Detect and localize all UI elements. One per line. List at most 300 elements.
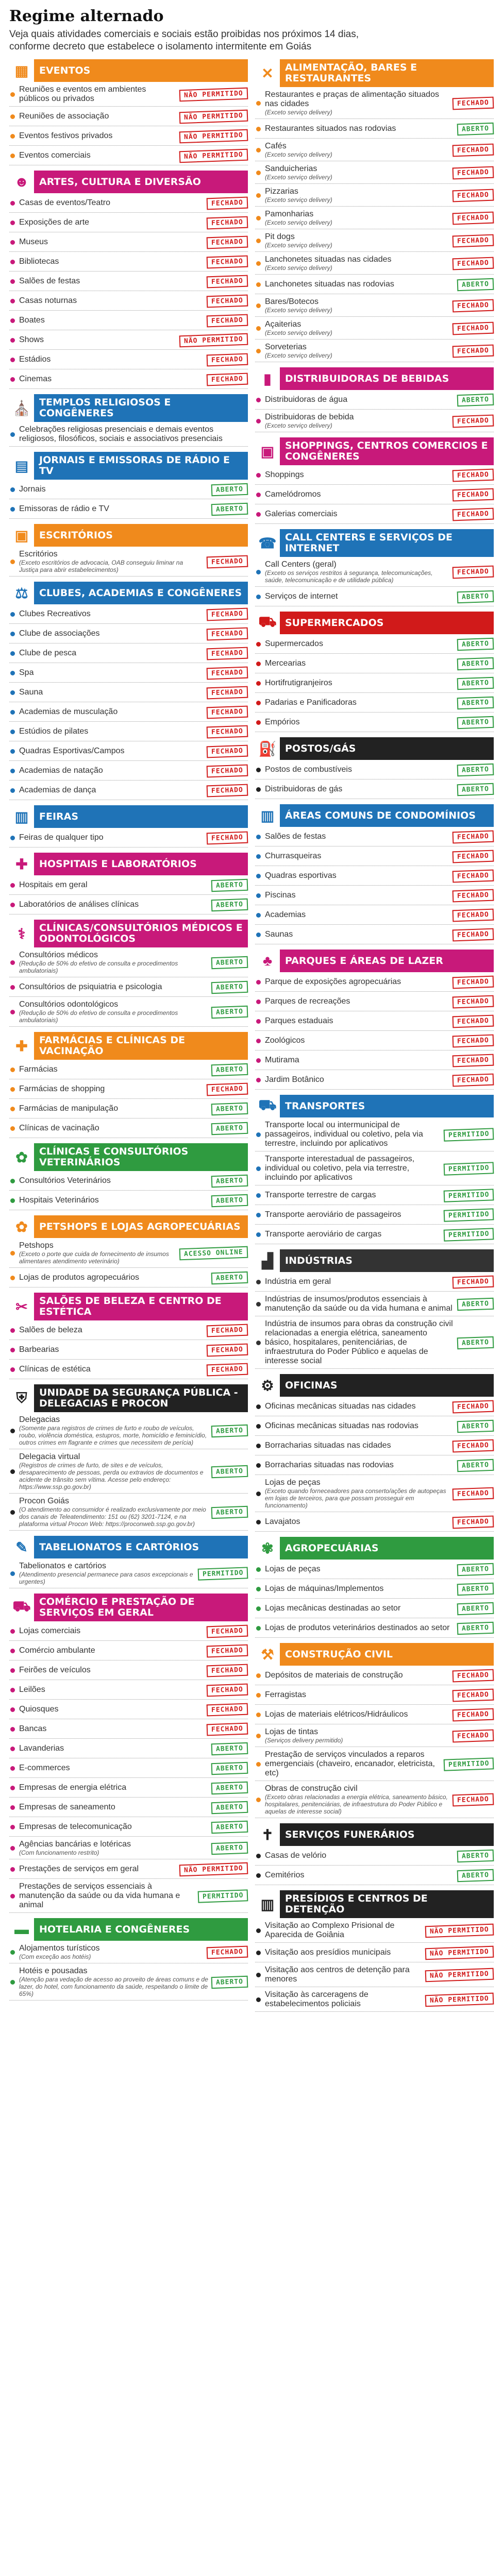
status-stamp: FECHADO	[452, 1439, 494, 1452]
status-stamp: ABERTO	[211, 1801, 248, 1814]
status-stamp: FECHADO	[207, 1343, 248, 1357]
item-label	[265, 1075, 452, 1084]
list-item	[255, 1666, 494, 1685]
item-name: Cinemas	[19, 375, 52, 383]
item-name: E-commerces	[19, 1764, 70, 1772]
item-name: Clínicas de estética	[19, 1365, 91, 1374]
status-stamp: FECHADO	[452, 96, 494, 110]
section-header	[255, 1095, 494, 1117]
item-name: Sorveterias	[265, 343, 307, 351]
section-header	[9, 1918, 248, 1941]
status-stamp: PERMITIDO	[443, 1128, 494, 1141]
item-label	[265, 232, 452, 249]
status-stamp: PERMITIDO	[443, 1189, 494, 1202]
item-name: Restaurantes e praças de alimentação situados nas cidades	[265, 90, 439, 108]
cart-icon: ⛟	[258, 614, 277, 630]
item-label	[265, 698, 457, 707]
status-stamp: FECHADO	[452, 1034, 494, 1047]
item-name: Lojas de máquinas/Implementos	[265, 1584, 384, 1593]
item-name: Restaurantes situados nas rodovias	[265, 124, 396, 133]
basket-icon: ▥	[14, 808, 29, 825]
list-item	[255, 905, 494, 925]
item-name: Cafés	[265, 142, 287, 150]
bullet-icon	[10, 1825, 15, 1829]
status-stamp: ABERTO	[457, 1563, 494, 1575]
status-stamp: FECHADO	[207, 666, 248, 680]
bullet-icon	[10, 1649, 15, 1653]
list-item	[9, 1963, 248, 2001]
section-title: HOTELARIA E CONGÊNERES	[34, 1918, 248, 1941]
list-item	[255, 1117, 494, 1151]
item-name: Transporte terrestre de cargas	[265, 1191, 376, 1199]
item-name: Estúdios de pilates	[19, 727, 89, 736]
scissors-icon: ✂	[15, 1298, 28, 1315]
item-label	[19, 766, 207, 775]
section-title: SUPERMERCADOS	[280, 612, 494, 634]
list-item	[255, 634, 494, 654]
item-name: Distribuidoras de bebida	[265, 413, 354, 421]
bullet-icon	[10, 1629, 15, 1634]
bullet-icon	[256, 193, 261, 198]
bullet-icon	[256, 1302, 261, 1307]
status-stamp: NÃO PERMITIDO	[179, 87, 248, 101]
list-item	[9, 330, 248, 350]
item-label	[19, 316, 207, 325]
section-title: COMÉRCIO E PRESTAÇÃO DE SERVIÇOS EM GERAL	[34, 1594, 248, 1621]
list-item	[9, 1798, 248, 1817]
bullet-icon	[256, 1673, 261, 1678]
section-oficinas	[255, 1374, 494, 1532]
item-name: Padarias e Panificadoras	[265, 698, 357, 707]
item-label	[19, 649, 207, 658]
bullet-icon	[10, 279, 15, 284]
list-item	[255, 275, 494, 294]
bullet-icon	[256, 1854, 261, 1858]
list-item	[255, 1781, 494, 1818]
status-stamp: FECHADO	[452, 143, 494, 157]
section-title: TEMPLOS RELIGIOSOS E CONGÊNERES	[34, 394, 248, 422]
item-label	[265, 1121, 444, 1148]
list-item	[9, 1778, 248, 1798]
item-label	[19, 1803, 211, 1812]
section-title: AGROPECUÁRIAS	[280, 1537, 494, 1560]
item-label	[19, 1326, 207, 1335]
item-label	[19, 833, 207, 842]
status-stamp: ABERTO	[457, 1419, 494, 1432]
item-name: Lavajatos	[265, 1517, 300, 1526]
item-name: Pizzarias	[265, 187, 298, 196]
bottle-icon: ▮	[263, 370, 272, 387]
item-label	[265, 891, 452, 900]
section-header	[9, 394, 248, 422]
bullet-icon	[256, 787, 261, 792]
section-title: UNIDADE DA SEGURANÇA PÚBLICA - DELEGACIAS E PROCON	[34, 1384, 248, 1412]
status-stamp: FECHADO	[207, 314, 248, 327]
item-label	[265, 997, 452, 1006]
item-label	[265, 1623, 457, 1633]
bullet-icon	[10, 1894, 15, 1899]
bullet-icon	[10, 651, 15, 656]
section-title: TABELIONATOS E CARTÓRIOS	[34, 1536, 248, 1558]
item-note: (Somente para registros de crimes de furto e roubo de veículos, roubo, violência doméstica, estupros, morte, homicídio e feminicídio, outros crimes em flagrante e crimes que necessitem de perícia)	[19, 1425, 207, 1446]
list-item	[255, 1579, 494, 1599]
section-title: CONSTRUÇÃO CIVIL	[280, 1643, 494, 1666]
section-feiras	[9, 805, 248, 848]
list-item	[255, 87, 494, 119]
item-label	[265, 395, 457, 404]
item-label	[265, 1565, 457, 1574]
item-note: (Registros de crimes de furto, de sites e de veículos, desaparecimento de pessoas, perda ou extravios de documentos e acidente de trânsito sem vítima. Acesse pelo endereço: https://www.ssp.go.gov.br)	[19, 1462, 204, 1490]
item-name: Academias de natação	[19, 766, 103, 775]
item-label	[265, 1036, 452, 1045]
list-item	[255, 673, 494, 693]
list-item	[9, 1621, 248, 1641]
section-header	[255, 737, 494, 760]
item-note: (Exceto serviço delivery)	[265, 242, 332, 249]
bullet-icon	[10, 432, 15, 437]
item-name: Shoppings	[265, 470, 304, 479]
list-item	[255, 557, 494, 587]
status-stamp: FECHADO	[207, 235, 248, 249]
item-name: Obras de construção civil	[265, 1784, 358, 1793]
section-title: FEIRAS	[34, 805, 248, 828]
status-stamp: PERMITIDO	[197, 1889, 248, 1903]
cart-icon: ⛟	[12, 1598, 31, 1614]
item-label	[265, 679, 457, 688]
item-name: Feiras de qualquer tipo	[19, 833, 104, 842]
item-name: Cemitérios	[265, 1871, 305, 1879]
status-stamp: FECHADO	[452, 1669, 494, 1682]
item-label	[265, 413, 452, 429]
list-item	[255, 390, 494, 410]
list-item	[9, 252, 248, 272]
status-stamp: FECHADO	[207, 764, 248, 777]
item-label	[19, 1882, 198, 1910]
item-label	[265, 1155, 444, 1182]
item-name: Transporte interestadual de passageiros, individual ou coletivo, pela via terrestre, incluindo por aplicativos	[265, 1155, 415, 1182]
item-name: Farmácias de shopping	[19, 1084, 105, 1093]
status-stamp: ABERTO	[211, 1761, 248, 1774]
section-header	[255, 1823, 494, 1846]
list-item	[9, 1641, 248, 1660]
bullet-icon	[10, 1067, 15, 1072]
list-item	[255, 1724, 494, 1747]
section-header	[255, 804, 494, 827]
status-stamp: FECHADO	[452, 299, 494, 312]
item-name: Quiosques	[19, 1705, 59, 1714]
status-stamp: FECHADO	[452, 908, 494, 922]
item-label	[265, 1710, 452, 1719]
section-header	[9, 1536, 248, 1558]
list-item	[9, 1238, 248, 1268]
item-label	[19, 1744, 211, 1753]
bullet-icon	[10, 487, 15, 492]
status-stamp: ABERTO	[211, 1742, 248, 1755]
status-stamp: FECHADO	[207, 372, 248, 386]
phone-icon: ☎	[258, 535, 277, 551]
bullet-icon	[256, 1424, 261, 1429]
bullet-icon	[256, 1873, 261, 1878]
status-stamp: FECHADO	[207, 1624, 248, 1638]
tree-icon: ♣	[262, 953, 273, 969]
bullet-icon	[256, 1567, 261, 1572]
item-name: Visitação aos presídios municipais	[265, 1948, 391, 1957]
status-stamp: FECHADO	[452, 414, 494, 428]
list-item	[9, 1494, 248, 1531]
section-title: SALÕES DE BELEZA E CENTRO DE ESTÉTICA	[34, 1293, 248, 1320]
list-item	[9, 126, 248, 146]
list-item	[9, 1879, 248, 1913]
item-name: Delegacia virtual	[19, 1452, 80, 1461]
bullet-icon	[10, 1707, 15, 1712]
item-label	[19, 707, 207, 717]
status-stamp: FECHADO	[452, 257, 494, 270]
bullet-icon	[256, 835, 261, 839]
section-jornais-e-emissoras-de-radio-e-tv	[9, 452, 248, 519]
list-item	[255, 252, 494, 275]
item-label	[19, 485, 211, 494]
list-item	[9, 1700, 248, 1719]
status-stamp: FECHADO	[452, 1487, 494, 1500]
item-name: Comércio ambulante	[19, 1646, 95, 1655]
item-label	[19, 688, 207, 697]
status-stamp: FECHADO	[452, 321, 494, 335]
page-title: Regime alternado	[9, 7, 164, 25]
item-name: Reuniões e eventos em ambientes públicos ou privados	[19, 85, 146, 103]
item-label	[19, 131, 179, 141]
section-header	[9, 1594, 248, 1621]
list-item	[9, 895, 248, 914]
status-stamp: ABERTO	[211, 1465, 248, 1478]
bullet-icon	[10, 507, 15, 512]
bullet-icon	[256, 1693, 261, 1698]
bullet-icon	[256, 101, 261, 106]
item-name: Pit dogs	[265, 232, 295, 241]
item-label	[19, 355, 207, 364]
status-stamp: ABERTO	[457, 1459, 494, 1471]
list-item	[9, 499, 248, 519]
section-title: FARMÁCIAS E CLÍNICAS DE VACINAÇÃO	[34, 1032, 248, 1060]
bullet-icon	[10, 240, 15, 245]
status-stamp: PERMITIDO	[443, 1208, 494, 1222]
status-stamp: ABERTO	[457, 657, 494, 670]
list-item	[255, 1225, 494, 1244]
item-note: (Com exceção aos hotéis)	[19, 1953, 91, 1960]
status-stamp: ABERTO	[457, 1297, 494, 1310]
status-stamp: FECHADO	[452, 1400, 494, 1413]
bullet-icon	[10, 1950, 15, 1955]
section-header	[255, 612, 494, 634]
item-name: Feirões de veículos	[19, 1666, 91, 1674]
list-item	[255, 1475, 494, 1512]
bullet-icon	[10, 1867, 15, 1872]
bullet-icon	[256, 1019, 261, 1024]
section-title: ALIMENTAÇÃO, BARES E RESTAURANTES	[280, 59, 494, 87]
item-name: Delegacias	[19, 1415, 60, 1424]
bullet-icon	[10, 1786, 15, 1790]
list-item	[9, 369, 248, 389]
section-header	[255, 1537, 494, 1560]
list-item	[9, 232, 248, 252]
item-label	[19, 375, 207, 384]
item-label	[265, 187, 452, 204]
list-item	[9, 1060, 248, 1079]
item-label	[265, 510, 452, 519]
item-name: Mercearias	[265, 659, 306, 668]
bullet-icon	[256, 1280, 261, 1284]
status-stamp: ABERTO	[211, 1194, 248, 1207]
item-name: Lojas de peças	[265, 1565, 321, 1573]
bullet-icon	[10, 299, 15, 303]
bullet-icon	[256, 303, 261, 308]
section-supermercados	[255, 612, 494, 732]
building-icon: ▥	[260, 807, 275, 824]
list-item	[255, 1070, 494, 1090]
status-stamp: ABERTO	[211, 878, 248, 891]
section-header	[255, 1249, 494, 1272]
list-item	[255, 485, 494, 504]
hospital-icon: ✚	[15, 856, 28, 872]
bullet-icon	[10, 1276, 15, 1280]
item-note: (Redução de 50% do efetivo de consulta e procedimentos ambulatoriais)	[19, 960, 178, 974]
status-stamp: NÃO PERMITIDO	[179, 109, 248, 124]
item-label	[19, 198, 207, 208]
list-item	[255, 1618, 494, 1638]
list-item	[255, 1316, 494, 1369]
item-name: Distribuidoras de gás	[265, 785, 343, 793]
list-item	[9, 1449, 248, 1494]
item-label	[265, 1210, 444, 1219]
status-stamp: NÃO PERMITIDO	[425, 1992, 494, 2007]
item-note: (Serviços delivery permitido)	[265, 1737, 343, 1744]
item-name: Celebrações religiosas presenciais e demais eventos religiosos, filosóficos, sociais e associativos presenciais	[19, 425, 223, 443]
bullet-icon	[256, 1404, 261, 1409]
item-name: Eventos comerciais	[19, 151, 91, 160]
columns	[9, 59, 494, 2017]
bullet-icon	[256, 595, 261, 599]
item-name: Alojamentos turísticos	[19, 1944, 100, 1953]
section-header	[9, 582, 248, 604]
status-stamp: FECHADO	[207, 725, 248, 738]
bullet-icon	[256, 1520, 261, 1524]
bullet-icon	[10, 836, 15, 840]
list-item	[9, 624, 248, 643]
status-stamp: ABERTO	[457, 783, 494, 795]
status-stamp: FECHADO	[207, 784, 248, 797]
item-name: Sanduicherias	[265, 164, 317, 173]
bag-icon: ▣	[260, 443, 275, 460]
status-stamp: FECHADO	[452, 488, 494, 501]
list-item	[255, 1747, 494, 1781]
item-name: Emissoras de rádio e TV	[19, 504, 109, 513]
item-name: Transporte aeroviário de passageiros	[265, 1210, 401, 1219]
item-label	[19, 1666, 207, 1675]
status-stamp: ABERTO	[211, 1102, 248, 1115]
item-name: Procon Goiás	[19, 1497, 69, 1505]
item-label	[19, 218, 207, 227]
item-label	[19, 1497, 211, 1528]
bullet-icon	[256, 701, 261, 705]
item-name: Farmácias de manipulação	[19, 1104, 119, 1113]
list-item	[255, 846, 494, 866]
status-stamp: FECHADO	[452, 830, 494, 843]
item-label	[19, 900, 211, 909]
section-title: HOSPITAIS E LABORATÓRIOS	[34, 853, 248, 875]
item-label	[265, 320, 452, 336]
status-stamp: NÃO PERMITIDO	[179, 1862, 248, 1876]
bullet-icon	[10, 1179, 15, 1183]
item-label	[265, 1478, 452, 1509]
newspaper-icon: ▤	[14, 457, 29, 474]
bullet-icon	[256, 1587, 261, 1591]
list-item	[255, 1866, 494, 1885]
bullet-icon	[10, 788, 15, 793]
list-item	[9, 977, 248, 997]
bullet-icon	[256, 1039, 261, 1043]
item-name: Reuniões de associação	[19, 112, 109, 121]
item-name: Sauna	[19, 688, 43, 697]
bullet-icon	[10, 1469, 15, 1474]
item-label	[265, 1921, 425, 1940]
bullet-icon	[10, 883, 15, 888]
section-title: CLÍNICAS/CONSULTÓRIOS MÉDICOS E ODONTOLÓGICOS	[34, 920, 248, 947]
item-name: Depósitos de materiais de construção	[265, 1671, 403, 1680]
list-item	[9, 828, 248, 848]
list-item	[9, 422, 248, 447]
list-item	[255, 1685, 494, 1705]
item-label	[19, 112, 179, 121]
status-stamp: FECHADO	[452, 344, 494, 358]
item-name: Lanchonetes situadas nas cidades	[265, 255, 392, 264]
bullet-icon	[256, 1444, 261, 1448]
item-note: (Atendimento presencial permanece para casos excepcionais e urgentes)	[19, 1571, 193, 1585]
status-stamp: FECHADO	[452, 1515, 494, 1529]
bullet-icon	[10, 1668, 15, 1673]
item-name: Estádios	[19, 355, 51, 364]
status-stamp: ACESSO ONLINE	[179, 1246, 248, 1260]
bullet-icon	[256, 1492, 261, 1496]
item-label	[19, 1124, 211, 1133]
item-label	[19, 1646, 207, 1655]
item-label	[19, 1176, 211, 1185]
dumbbell-icon: ⚖	[15, 585, 28, 601]
list-item	[9, 1268, 248, 1287]
item-note: (Atenção para vedação de acesso ao proveito de áreas comuns e de lazer, do hotel, com funcionamento da saúde, respeitando o limite de 65%)	[19, 1976, 208, 1997]
item-note: (Exceto serviço delivery)	[265, 151, 332, 158]
bullet-icon	[256, 854, 261, 859]
list-item	[255, 1962, 494, 1987]
list-item	[255, 1151, 494, 1185]
section-postos-gas	[255, 737, 494, 799]
item-label	[19, 629, 207, 638]
list-item	[9, 1118, 248, 1138]
status-stamp: FECHADO	[452, 234, 494, 247]
item-note: (Exceto os serviços restritos à segurança, telecomunicações, saúde, telecomunicação e de utilidade pública)	[265, 569, 433, 584]
bullet-icon	[256, 1973, 261, 1977]
status-stamp: ABERTO	[457, 696, 494, 709]
section-clinicas-e-consultorios-veterinarios	[9, 1143, 248, 1210]
bullet-icon	[256, 1997, 261, 2002]
list-item	[9, 1859, 248, 1879]
status-stamp: ABERTO	[457, 1621, 494, 1634]
section-header	[255, 950, 494, 972]
bullet-icon	[10, 1429, 15, 1433]
status-stamp: FECHADO	[452, 189, 494, 202]
list-item	[9, 1171, 248, 1191]
status-stamp: ABERTO	[457, 1849, 494, 1862]
bullet-icon	[10, 985, 15, 990]
item-name: Petshops	[19, 1241, 54, 1250]
